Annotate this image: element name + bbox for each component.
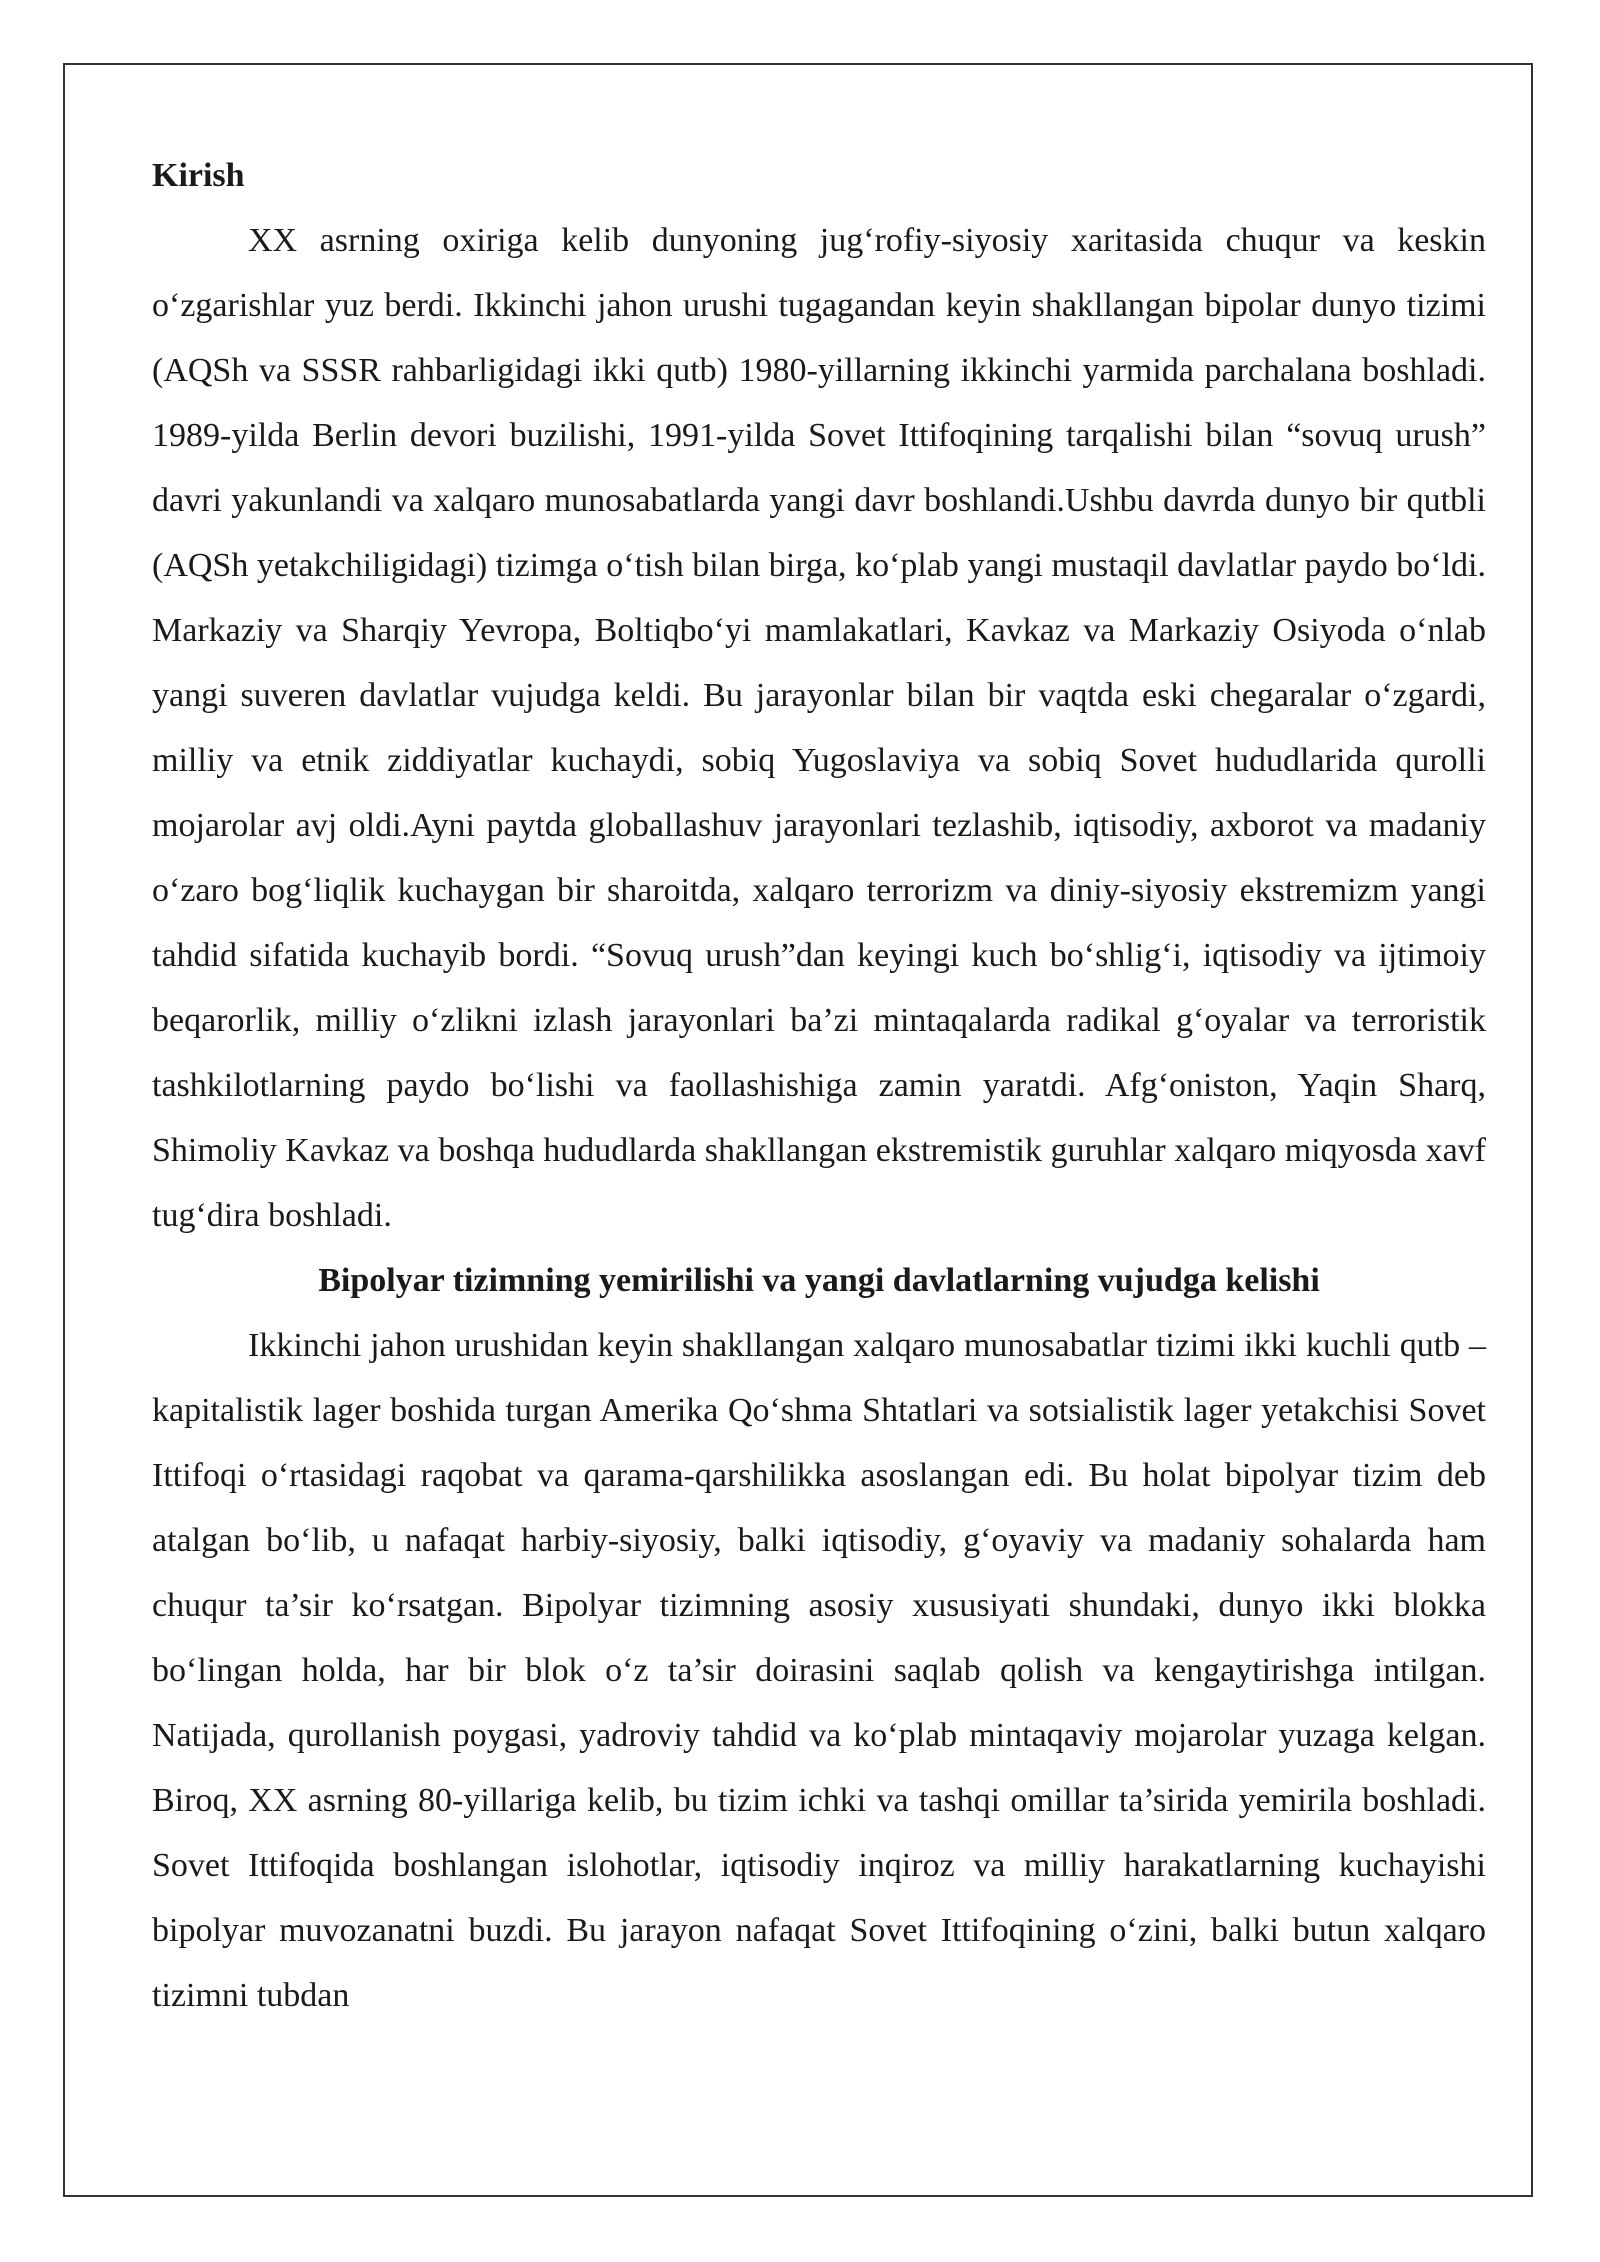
document-body [152, 143, 1486, 2028]
intro-heading: Kirish [152, 157, 245, 194]
intro-paragraph: XX asrning oxiriga kelib dunyoning jug‘rofiy-siyosiy xaritasida chuqur va keskin o‘zgarishlar yuz berdi. Ikkinchi jahon urushi tugagandan keyin shakllangan bipolar dunyo tizimi (AQSh va SSSR rahbarligidagi ikki qutb) 1980-yillarning ikkinchi yarmida parchalana boshladi. 1989-yilda Berlin devori buzilishi, 1991-yilda Sovet Ittifoqining tarqalishi bilan “sovuq urush” davri yakunlandi va xalqaro munosabatlarda yangi davr boshlandi.Ushbu davrda dunyo bir qutbli (AQSh yetakchiligidagi) tizimga o‘tish bilan birga, ko‘plab yangi mustaqil davlatlar paydo bo‘ldi. Markaziy va Sharqiy Yevropa, Boltiqbo‘yi mamlakatlari, Kavkaz va Markaziy Osiyoda o‘nlab yangi suveren davlatlar vujudga keldi. Bu jarayonlar bilan bir vaqtda eski chegaralar o‘zgardi, milliy va etnik ziddiyatlar kuchaydi, sobiq Yugoslaviya va sobiq Sovet hududlarida qurolli mojarolar avj oldi.Ayni paytda globallashuv jarayonlari tezlashib, iqtisodiy, axborot va madaniy o‘zaro bog‘liqlik kuchaygan bir sharoitda, xalqaro terrorizm va diniy-siyosiy ekstremizm yangi tahdid sifatida kuchayib bordi. “Sovuq urush”dan keyingi kuch bo‘shlig‘i, iqtisodiy va ijtimoiy beqarorlik, milliy o‘zlikni izlash jarayonlari ba’zi mintaqalarda radikal g‘oyalar va terroristik tashkilotlarning paydo bo‘lishi va faollashishiga zamin yaratdi. Afg‘oniston, Yaqin Sharq, Shimoliy Kavkaz va boshqa hududlarda shakllangan ekstremistik guruhlar xalqaro miqyosda xavf tug‘dira boshladi. [152, 222, 1486, 1234]
section-heading: Bipolyar tizimning yemirilishi va yangi davlatlarning vujudga kelishi [318, 1262, 1320, 1299]
section-paragraph: Ikkinchi jahon urushidan keyin shakllangan xalqaro munosabatlar tizimi ikki kuchli qutb – kapitalistik lager boshida turgan Amerika Qo‘shma Shtatlari va sotsialistik lager yetakchisi Sovet Ittifoqi o‘rtasidagi raqobat va qarama-qarshilikka asoslangan edi. Bu holat bipolyar tizim deb atalgan bo‘lib, u nafaqat harbiy-siyosiy, balki iqtisodiy, g‘oyaviy va madaniy sohalarda ham chuqur ta’sir ko‘rsatgan. Bipolyar tizimning asosiy xususiyati shundaki, dunyo ikki blokka bo‘lingan holda, har bir blok o‘z ta’sir doirasini saqlab qolish va kengaytirishga intilgan. Natijada, qurollanish poygasi, yadroviy tahdid va ko‘plab mintaqaviy mojarolar yuzaga kelgan. Biroq, XX asrning 80-yillariga kelib, bu tizim ichki va tashqi omillar ta’sirida yemirila boshladi. Sovet Ittifoqida boshlangan islohotlar, iqtisodiy inqiroz va milliy harakatlarning kuchayishi bipolyar muvozanatni buzdi. Bu jarayon nafaqat Sovet Ittifoqining o‘zini, balki butun xalqaro tizimni tubdan [152, 1327, 1486, 2014]
